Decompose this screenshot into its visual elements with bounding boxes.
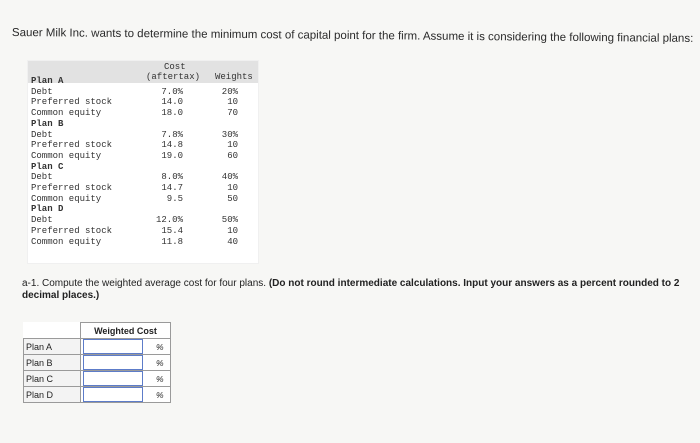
weight-value: 50 xyxy=(227,193,238,204)
percent-sign: % xyxy=(156,371,171,387)
problem-intro: Sauer Milk Inc. wants to determine the minimum cost of capital point for the firm. Assume it is considering the following financial plans: xyxy=(11,27,694,45)
weighted-cost-input-plan-b[interactable] xyxy=(83,355,143,370)
question-a1 xyxy=(22,278,682,302)
weighted-cost-input-plan-a[interactable] xyxy=(83,339,143,354)
component-label: Debt xyxy=(31,215,53,226)
cost-value: 8.0% xyxy=(161,172,183,183)
weight-value: 60 xyxy=(227,150,238,161)
component-label: Debt xyxy=(31,129,53,140)
percent-sign: % xyxy=(156,387,171,403)
percent-sign: % xyxy=(156,355,171,371)
percent-sign: % xyxy=(156,339,171,355)
component-label: Preferred stock xyxy=(31,183,113,193)
answer-row-plan-d xyxy=(24,387,171,403)
plan-heading: Plan C xyxy=(31,161,64,172)
component-label: Debt xyxy=(31,86,53,97)
component-label: Debt xyxy=(31,172,53,183)
weight-value: 10 xyxy=(227,97,238,108)
component-label: Common equity xyxy=(31,193,102,204)
financial-plans-table xyxy=(28,61,258,263)
answer-row-plan-c xyxy=(24,371,171,387)
cost-value: 11.8 xyxy=(161,236,183,247)
component-label: Common equity xyxy=(31,150,102,161)
weight-value: 10 xyxy=(227,183,238,193)
header-aftertax: (aftertax) xyxy=(146,72,201,82)
header-cost: Cost xyxy=(164,62,186,72)
component-label: Preferred stock xyxy=(31,225,113,236)
cost-value: 14.8 xyxy=(161,140,183,151)
plan-label: Plan A xyxy=(24,339,81,355)
weight-value: 10 xyxy=(227,140,238,151)
question-instructions: (Do not round intermediate calculations. Input your answers as a percent rounded to 2 decimal places.) xyxy=(22,278,680,301)
cost-value: 14.0 xyxy=(161,97,183,108)
weight-value: 10 xyxy=(227,225,238,236)
weighted-cost-input-cell xyxy=(81,387,157,403)
answer-table-corner xyxy=(24,323,81,339)
answer-row-plan-b xyxy=(24,355,171,371)
weighted-cost-input-plan-d[interactable] xyxy=(83,387,143,402)
weighted-cost-input-cell xyxy=(81,371,157,387)
weighted-cost-input-cell xyxy=(81,339,157,355)
weight-value: 20% xyxy=(221,86,238,97)
cost-value: 7.0% xyxy=(161,86,183,97)
weight-value: 70 xyxy=(227,108,238,119)
weight-value: 50% xyxy=(221,215,238,226)
cost-value: 15.4 xyxy=(161,225,183,236)
weighted-cost-input-cell xyxy=(81,355,157,371)
plan-label: Plan D xyxy=(24,387,81,403)
answer-table xyxy=(23,322,171,403)
cost-value: 18.0 xyxy=(161,108,183,119)
weighted-cost-header: Weighted Cost xyxy=(81,323,171,339)
question-prefix: a-1. Compute the weighted average cost for four plans. xyxy=(22,278,267,289)
plan-heading: Plan D xyxy=(31,204,64,215)
header-weights: Weights xyxy=(215,72,253,82)
plan-label: Plan C xyxy=(24,371,81,387)
cost-value: 12.0% xyxy=(155,215,183,226)
cost-value: 7.8% xyxy=(161,129,183,140)
answer-row-plan-a xyxy=(24,339,171,355)
component-label: Preferred stock xyxy=(31,97,113,108)
weight-value: 30% xyxy=(221,129,238,140)
weight-value: 40 xyxy=(227,236,238,247)
plan-heading: Plan A xyxy=(31,76,64,86)
component-label: Common equity xyxy=(31,108,102,119)
cost-value: 19.0 xyxy=(161,150,183,161)
weighted-cost-input-plan-c[interactable] xyxy=(83,371,143,386)
plan-label: Plan B xyxy=(24,355,81,371)
component-label: Preferred stock xyxy=(31,140,113,151)
component-label: Common equity xyxy=(31,236,102,247)
weight-value: 40% xyxy=(221,172,238,183)
cost-value: 14.7 xyxy=(161,183,183,193)
plan-heading: Plan B xyxy=(31,118,64,129)
cost-value: 9.5 xyxy=(166,193,183,204)
